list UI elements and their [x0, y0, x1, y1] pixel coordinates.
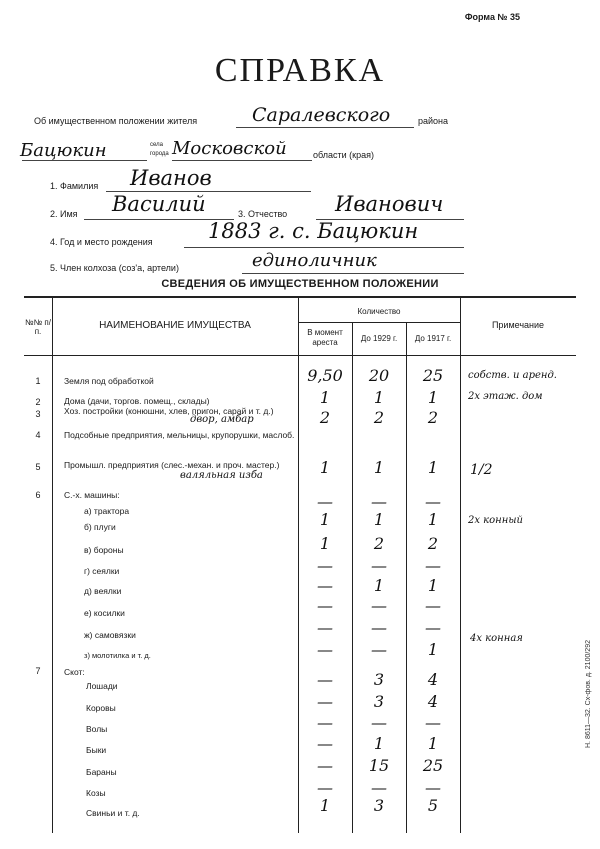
row-1929: — [371, 640, 387, 659]
row-1917: 1 [427, 510, 439, 529]
row-1929: 1 [373, 458, 385, 477]
row-arrest: — [317, 734, 333, 753]
row-1917: — [425, 492, 441, 511]
district-value: Саралевского [252, 104, 391, 126]
row-1929: 15 [368, 756, 390, 775]
row-name: Подсобные предприятия, мельницы, крупорушки, маслоб. [64, 430, 295, 440]
patronymic-value: Иванович [335, 192, 444, 216]
birth-label: 4. Год и место рождения [50, 237, 153, 247]
row-name: Свиньи и т. д. [86, 808, 140, 818]
row-note: 1/2 [470, 462, 493, 478]
row-number: 5 [35, 462, 41, 472]
district-underline [236, 127, 414, 128]
row-name: Козы [86, 788, 106, 798]
col-sep-4 [406, 322, 407, 833]
row-note: собств. и аренд. [468, 370, 557, 381]
header-1929: До 1929 г. [360, 334, 398, 343]
row-note: 2х конный [468, 515, 523, 526]
name-value: Василий [112, 192, 206, 216]
header-arrest: В момент ареста [307, 328, 343, 347]
row-1917: — [425, 556, 441, 575]
village-value: Бацюкин [20, 140, 107, 161]
patronymic-label: 3. Отчество [238, 209, 288, 219]
row-1917: — [425, 713, 441, 732]
kolkhoz-label: 5. Член колхоза (соз'а, артели) [50, 263, 179, 273]
region-value: Московской [172, 138, 287, 159]
row-1929: — [371, 492, 387, 511]
row-number: 7 [35, 666, 41, 676]
row-arrest: 1 [319, 796, 331, 815]
row-1929: 3 [373, 670, 385, 689]
row-name: С.-х. машины: [64, 490, 120, 500]
header-no: №№ п/п. [25, 318, 51, 336]
name-label: 2. Имя [50, 209, 78, 219]
village-label-top: села [150, 142, 163, 148]
row-1929: 1 [373, 510, 385, 529]
table-top-rule [24, 296, 576, 298]
row-1917: — [425, 596, 441, 615]
row-name: Промышл. предприятия (слес.-механ. и проч. мастер.) [64, 460, 280, 470]
row-arrest: — [317, 778, 333, 797]
row-1917: 1 [427, 576, 439, 595]
row-number: 6 [35, 490, 41, 500]
row-number: 1 [35, 376, 41, 386]
row-name: а) трактора [84, 506, 130, 516]
district-suffix: района [418, 116, 449, 126]
row-name: Быки [86, 745, 107, 755]
row-1917: 1 [427, 640, 439, 659]
row-arrest: 1 [319, 388, 331, 407]
row-1917: 4 [427, 670, 439, 689]
row-arrest: — [317, 492, 333, 511]
residence-label: Об имущественном положении жителя [34, 116, 198, 126]
row-1929: 3 [373, 796, 385, 815]
col-sep-3 [352, 322, 353, 833]
printer-imprint: Н. 8611—32. Сх-фов. д. 2100/292 [585, 640, 592, 748]
birth-value: 1883 г. с. Бацюкин [208, 219, 419, 243]
row-extra: валяльная изба [180, 470, 263, 481]
header-note: Примечание [491, 320, 545, 330]
row-name: Коровы [86, 703, 116, 713]
row-1929: — [371, 778, 387, 797]
header-1917: До 1917 г. [414, 334, 452, 343]
row-name: Волы [86, 724, 108, 734]
row-1929: — [371, 556, 387, 575]
row-name: Земля под обработкой [64, 376, 154, 386]
row-name: е) косилки [84, 608, 125, 618]
row-1917: 1 [427, 388, 439, 407]
row-name: Лошади [86, 681, 118, 691]
col-sep-1 [52, 296, 53, 833]
row-name: д) веялки [84, 586, 122, 596]
row-1929: — [371, 618, 387, 637]
row-1917: 25 [422, 756, 444, 775]
surname-label: 1. Фамилия [50, 181, 99, 191]
row-1917: 25 [422, 366, 444, 385]
row-1917: — [425, 618, 441, 637]
row-1929: 1 [373, 576, 385, 595]
row-arrest: 1 [319, 534, 331, 553]
row-name: Дома (дачи, торгов. помещ., склады) [64, 396, 210, 406]
row-arrest: — [317, 596, 333, 615]
row-number: 4 [35, 430, 41, 440]
kolkhoz-underline [242, 273, 464, 274]
row-1917: 1 [427, 458, 439, 477]
row-1917: — [425, 778, 441, 797]
row-arrest: — [317, 618, 333, 637]
row-name: Бараны [86, 767, 117, 777]
row-1929: 20 [368, 366, 390, 385]
qty-sub-rule [298, 322, 460, 323]
row-arrest: — [317, 713, 333, 732]
row-1929: 2 [373, 408, 385, 427]
row-arrest: — [317, 670, 333, 689]
row-note: 4х конная [470, 633, 523, 644]
section-title: СВЕДЕНИЯ ОБ ИМУЩЕСТВЕННОМ ПОЛОЖЕНИИ [161, 278, 439, 290]
row-name: з) молотилка и т. д. [84, 651, 151, 660]
row-arrest: 1 [319, 458, 331, 477]
header-name: НАИМЕНОВАНИЕ ИМУЩЕСТВА [99, 320, 251, 331]
region-underline [172, 160, 312, 161]
row-name: в) бороны [84, 545, 124, 555]
col-sep-5 [460, 296, 461, 833]
row-arrest: 2 [319, 408, 331, 427]
village-label-bottom: города [150, 151, 169, 157]
row-name: г) сеялки [84, 566, 120, 576]
header-qty: Количество [357, 307, 401, 316]
row-arrest: — [317, 556, 333, 575]
row-arrest: — [317, 692, 333, 711]
surname-value: Иванов [130, 166, 212, 190]
row-name: Хоз. постройки (конюшни, хлев, пригон, сарай и т. д.) [64, 406, 274, 416]
row-1929: — [371, 596, 387, 615]
form-number: Форма № 35 [464, 12, 520, 22]
row-1917: 2 [427, 534, 439, 553]
table-header-rule [24, 355, 576, 356]
row-number: 3 [35, 409, 41, 419]
row-1917: 4 [427, 692, 439, 711]
row-1917: 2 [427, 408, 439, 427]
row-extra: двор, амбар [190, 414, 254, 425]
row-arrest: — [317, 640, 333, 659]
row-1929: 1 [373, 734, 385, 753]
row-1929: 1 [373, 388, 385, 407]
row-arrest: 1 [319, 510, 331, 529]
row-name: ж) самовязки [84, 630, 136, 640]
row-1929: 3 [373, 692, 385, 711]
row-1929: — [371, 713, 387, 732]
row-1917: 1 [427, 734, 439, 753]
birth-underline [184, 247, 464, 248]
row-number: 2 [35, 397, 41, 407]
row-arrest: — [317, 756, 333, 775]
region-label: области (края) [313, 150, 374, 160]
row-arrest: — [317, 576, 333, 595]
row-1929: 2 [373, 534, 385, 553]
row-name: Скот: [64, 667, 85, 677]
row-name: б) плуги [84, 522, 116, 532]
row-note: 2х этаж. дом [468, 391, 543, 402]
village-underline [22, 160, 147, 161]
kolkhoz-value: единоличник [252, 250, 377, 271]
col-sep-2 [298, 296, 299, 833]
row-arrest: 9,50 [307, 366, 343, 385]
row-1917: 5 [427, 796, 439, 815]
document-title: СПРАВКА [214, 52, 386, 89]
